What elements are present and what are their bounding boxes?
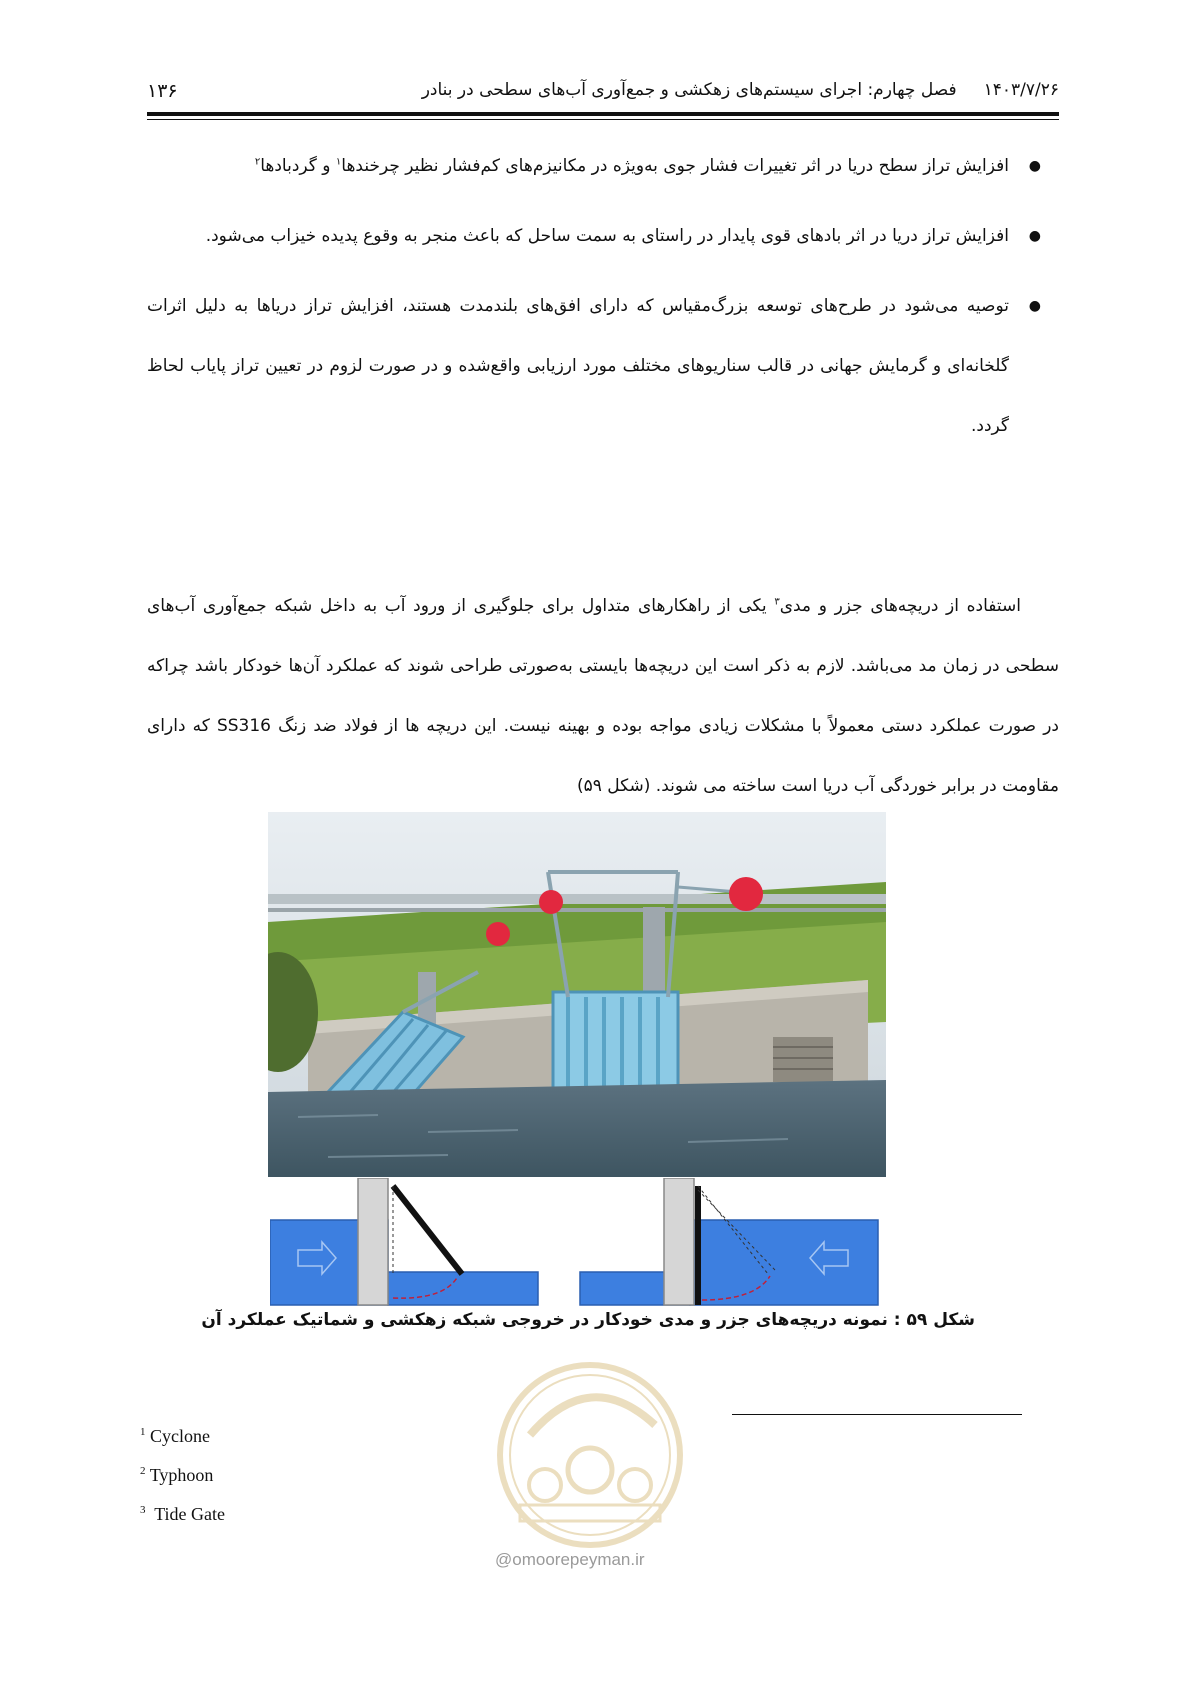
header-date: ۱۴۰۳/۷/۲۶ bbox=[983, 80, 1059, 100]
footnote-item bbox=[140, 1426, 225, 1465]
footnote-text: Typhoon bbox=[149, 1465, 214, 1485]
footnote-ref: ۱ bbox=[335, 156, 342, 168]
tide-gate-photo bbox=[268, 812, 886, 1177]
body-paragraph bbox=[147, 576, 1059, 816]
left-gate-open bbox=[393, 1186, 462, 1274]
left-wall bbox=[358, 1178, 388, 1305]
bullet-list bbox=[147, 136, 1059, 456]
footnote-rule bbox=[732, 1414, 1022, 1415]
watermark-stamp-icon bbox=[490, 1355, 690, 1555]
tide-gate-schematic bbox=[270, 1178, 898, 1310]
chapter-title bbox=[422, 80, 1059, 100]
footnote-ref: ۳ bbox=[774, 596, 780, 608]
paragraph-text: استفاده از دریچه‌های جزر و مدی bbox=[779, 596, 1022, 616]
footnote-number: 2 bbox=[140, 1465, 146, 1477]
footnote-text: Tide Gate bbox=[154, 1504, 226, 1524]
bullet-dot-icon: ● bbox=[1028, 158, 1041, 174]
bullet-text: توصیه می‌شود در طرح‌های توسعه بزرگ‌مقیاس که دارای افق‌های بلندمدت هستند، افزایش تراز دریاها به دلیل اثرات گلخانه‌ای و گرمایش جهانی در قالب سناریوهای مختلف مورد ارزیابی واقع‌شده و در صورت لزوم در تعیین تراز پایاب لحاظ گردد. bbox=[147, 296, 1009, 436]
page-header bbox=[147, 74, 1059, 104]
watermark-url bbox=[495, 1550, 645, 1570]
footnotes bbox=[140, 1426, 225, 1543]
bullet-text: و گردبادها bbox=[260, 156, 336, 176]
header-rule-thick bbox=[147, 112, 1059, 116]
right-wall bbox=[664, 1178, 694, 1305]
footnote-item bbox=[140, 1465, 225, 1504]
header-rule-thin bbox=[147, 119, 1059, 120]
header-chapter-title: فصل چهارم: اجرای سیستم‌های زهکشی و جمع‌آوری آب‌های سطحی در بنادر bbox=[421, 80, 957, 100]
bullet-item bbox=[147, 136, 1059, 196]
left-water-low bbox=[388, 1272, 538, 1305]
at-icon: @ bbox=[495, 1550, 513, 1569]
bullet-dot-icon: ● bbox=[1028, 298, 1041, 314]
bullet-text: افزایش تراز سطح دریا در اثر تغییرات فشار جوی به‌ویژه در مکانیزم‌های کم‌فشار نظیر چرخندها bbox=[341, 156, 1009, 176]
paragraph-text: یکی از راهکارهای متداول برای جلوگیری از ورود آب به داخل شبکه جمع‌آوری آب‌های سطحی در زمان مد می‌باشد. لازم به ذکر است این دریچه‌ها بایستی به‌صورتی طراحی شوند که عملکرد آن‌ها خودکار باشد چراکه در صورت عملکرد دستی معمولاً با مشکلات زیادی مواجه بوده و بهینه نیست. این دریچه ها از فولاد ضد زنگ SS316 که دارای مقاومت در برابر خوردگی آب دریا است ساخته می شوند. (شکل ۵۹) bbox=[147, 596, 1059, 796]
footnote-number: 1 bbox=[140, 1426, 146, 1438]
page-number: ۱۳۶ bbox=[147, 80, 178, 102]
watermark-url-text: omoorepeyman.ir bbox=[512, 1550, 645, 1569]
bullet-item bbox=[147, 276, 1059, 456]
bullet-item bbox=[147, 206, 1059, 266]
right-water-high bbox=[690, 1220, 878, 1305]
footnote-number: 3 bbox=[140, 1504, 146, 1516]
bullet-dot-icon: ● bbox=[1028, 228, 1041, 244]
figure-caption: شکل ۵۹ : نمونه دریچه‌های جزر و مدی خودکار در خروجی شبکه زهکشی و شماتیک عملکرد آن bbox=[201, 1310, 975, 1330]
footnote-item bbox=[140, 1504, 225, 1543]
footnote-ref: ۲ bbox=[254, 156, 261, 168]
footnote-text: Cyclone bbox=[150, 1426, 210, 1446]
bullet-text: افزایش تراز دریا در اثر بادهای قوی پایدار در راستای به سمت ساحل که باعث منجر به وقوع پدیده خیزاب می‌شود. bbox=[205, 226, 1009, 246]
